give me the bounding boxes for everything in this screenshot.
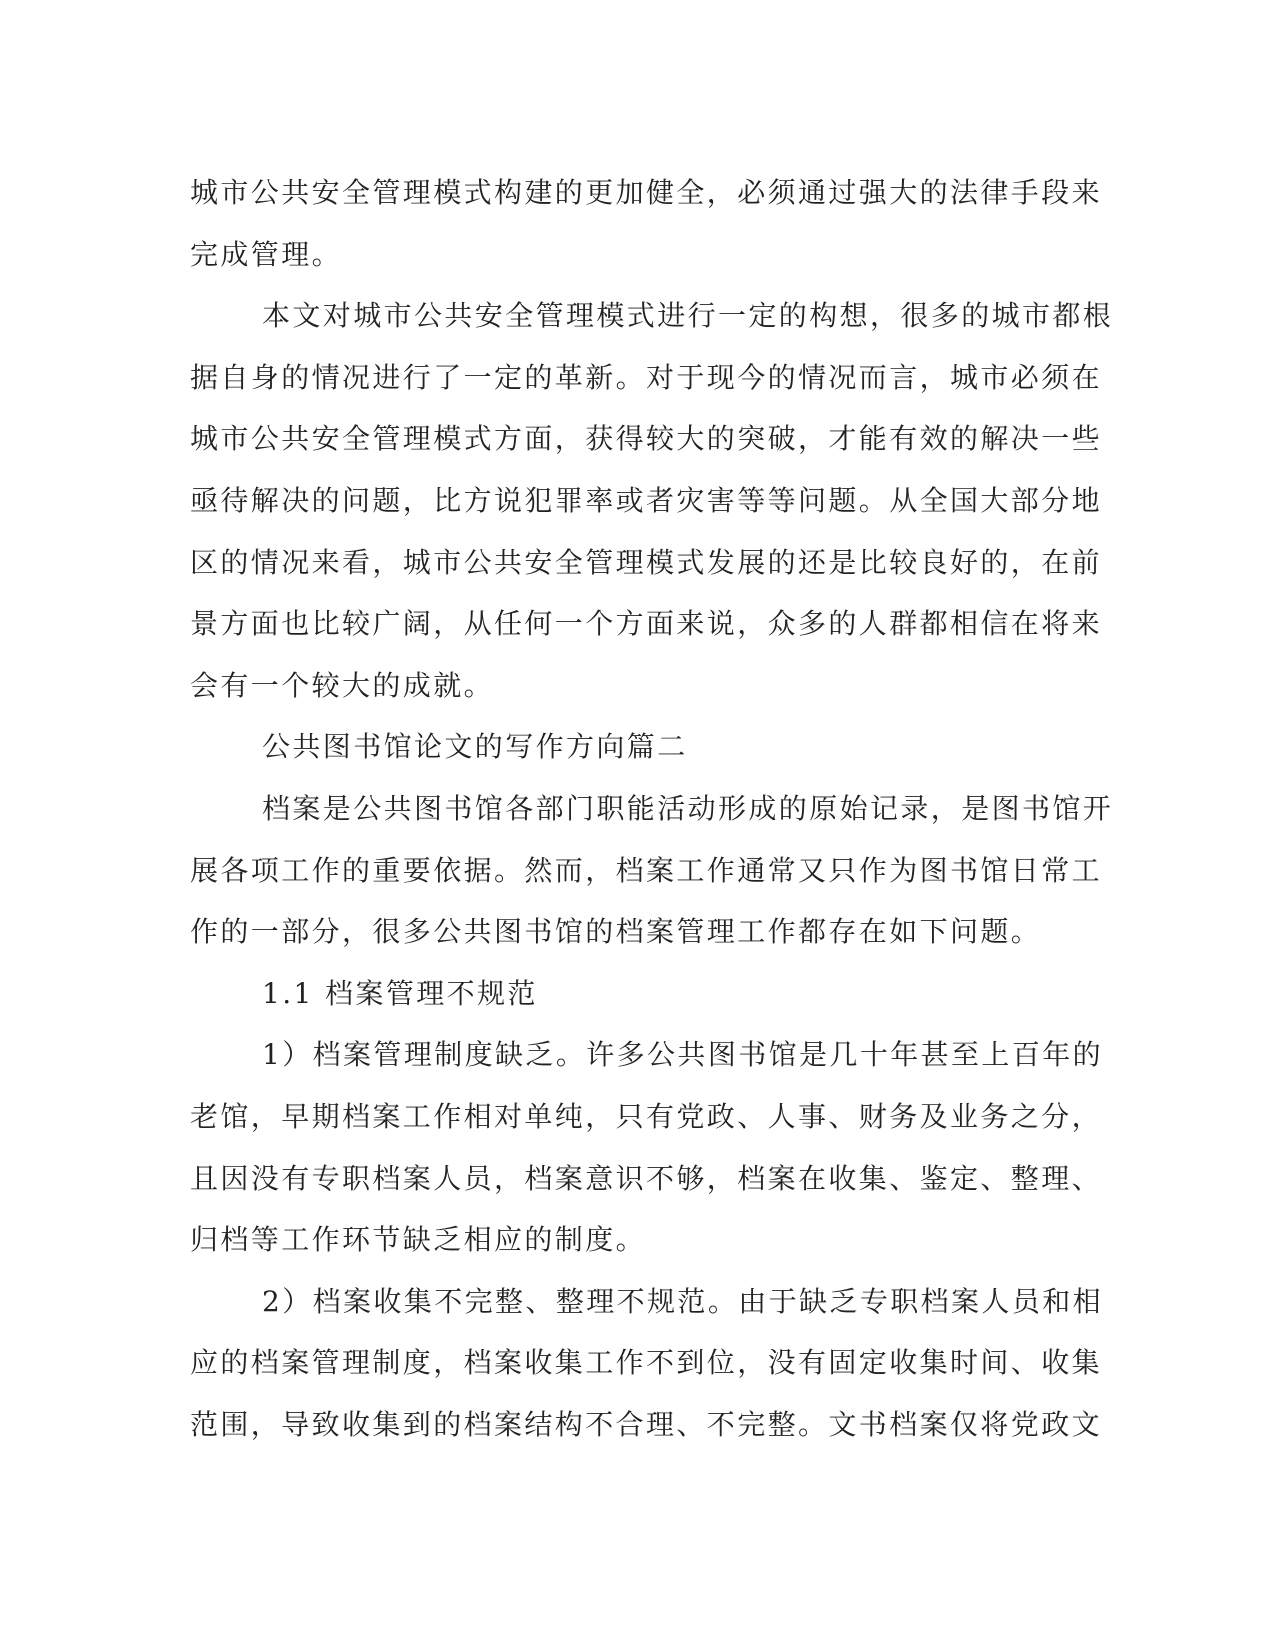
paragraph-first-line: 本文对城市公共安全管理模式进行一定的构想，很多的城市都根 (262, 299, 1114, 333)
paragraph-first-line: 1）档案管理制度缺乏。许多公共图书馆是几十年甚至上百年的 (262, 1038, 1104, 1072)
document-body (190, 162, 1114, 1455)
subsection-heading: 1.1 档案管理不规范 (262, 976, 538, 1010)
text-line: 展各项工作的重要依据。然而，档案工作通常又只作为图书馆日常工 (190, 853, 1103, 887)
text-line: 城市公共安全管理模式构建的更加健全，必须通过强大的法律手段来 (190, 176, 1103, 209)
text-line: 区的情况来看，城市公共安全管理模式发展的还是比较良好的，在前 (190, 545, 1103, 579)
text-line: 据自身的情况进行了一定的革新。对于现今的情况而言，城市必须在 (190, 360, 1103, 394)
paragraph-first-line: 档案是公共图书馆各部门职能活动形成的原始记录，是图书馆开 (262, 791, 1114, 825)
text-line: 归档等工作环节缺乏相应的制度。 (190, 1223, 647, 1257)
text-line: 作的一部分，很多公共图书馆的档案管理工作都存在如下问题。 (190, 915, 1042, 949)
text-line: 完成管理。 (190, 237, 343, 271)
text-line: 老馆，早期档案工作相对单纯，只有党政、人事、财务及业务之分， (190, 1099, 1103, 1133)
text-line: 景方面也比较广阔，从任何一个方面来说，众多的人群都相信在将来 (190, 607, 1103, 641)
text-line: 城市公共安全管理模式方面，获得较大的突破，才能有效的解决一些 (190, 422, 1103, 456)
text-line: 亟待解决的问题，比方说犯罪率或者灾害等等问题。从全国大部分地 (190, 483, 1103, 517)
text-line: 应的档案管理制度，档案收集工作不到位，没有固定收集时间、收集 (190, 1346, 1103, 1380)
section-title: 公共图书馆论文的写作方向篇二 (262, 730, 688, 764)
paragraph-first-line: 2）档案收集不完整、整理不规范。由于缺乏专职档案人员和相 (262, 1284, 1104, 1318)
text-line: 且因没有专职档案人员，档案意识不够，档案在收集、鉴定、整理、 (190, 1161, 1103, 1195)
text-line: 会有一个较大的成就。 (190, 668, 495, 702)
text-line: 范围，导致收集到的档案结构不合理、不完整。文书档案仅将党政文 (190, 1407, 1103, 1441)
